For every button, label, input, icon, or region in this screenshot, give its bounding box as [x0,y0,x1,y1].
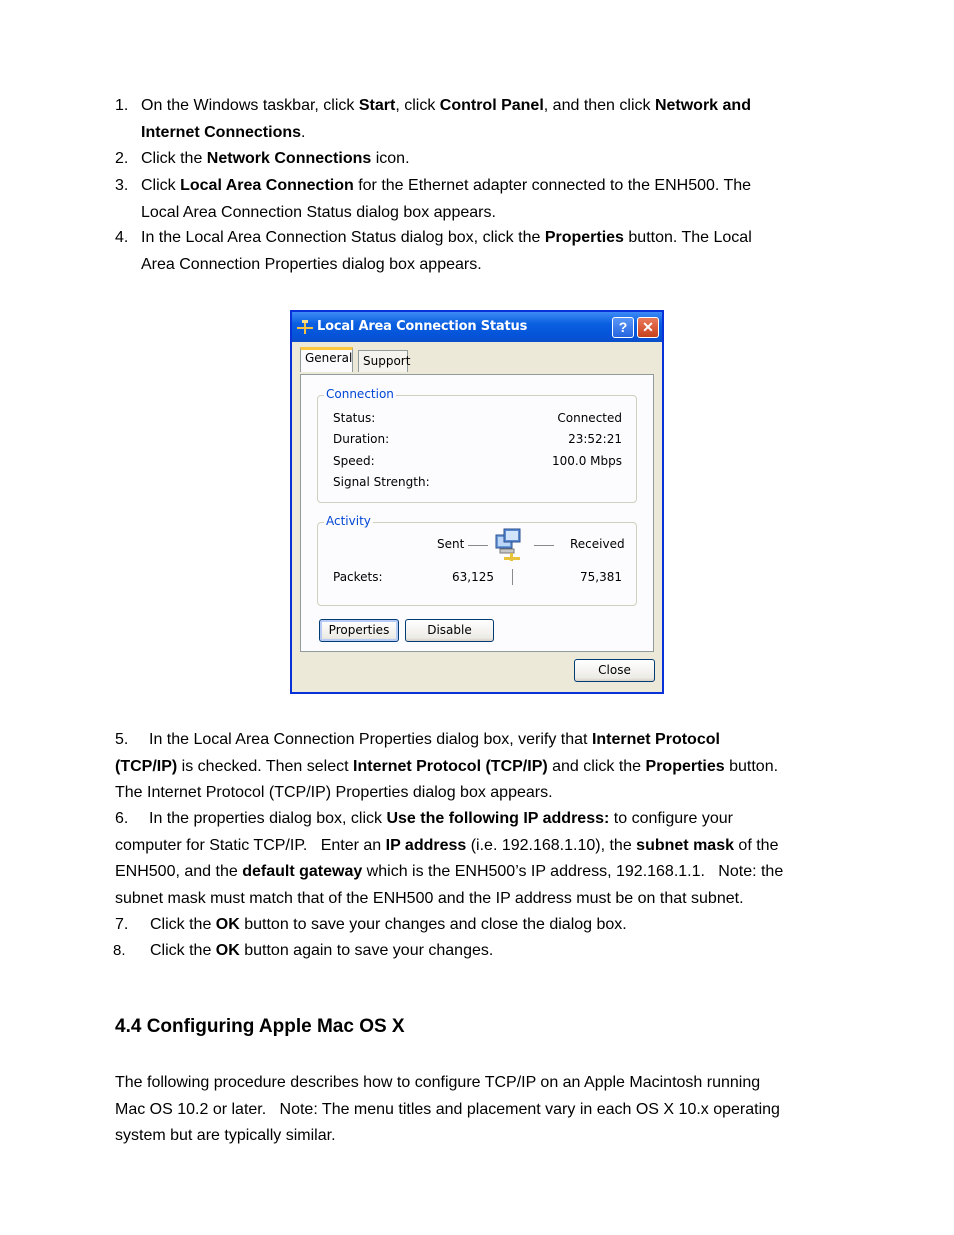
activity-group [317,514,637,606]
step-2-text: Click the Network Connections icon. [141,150,410,167]
close-button[interactable]: Close [574,659,655,682]
step-5-text: In the Local Area Connection Properties dialog box, verify that Internet Protocol (TCP/IP) is checked. Then select Internet Protocol (TCP/IP) and click the Properties button. The Internet Protocol (TCP/IP) Properties dialog box appears. [115,731,779,801]
step-number: 5. [115,731,129,748]
connection-group [317,387,637,503]
step-number: 2. [115,150,129,167]
step-number: 8. [113,942,126,959]
properties-button[interactable]: Properties [319,619,399,642]
duration-value: 23:52:21 [568,432,622,446]
close-icon[interactable]: ✕ [637,317,659,338]
step-number: 1. [115,97,129,114]
dialog-title: Local Area Connection Status [317,319,528,334]
step-number: 7. [115,916,129,933]
step-8-text: Click the OK button again to save your changes. [150,942,494,959]
packets-divider [512,569,513,585]
status-value: Connected [557,411,622,425]
activity-legend: Activity [326,514,371,528]
signal-strength-label: Signal Strength: [333,475,430,489]
speed-label: Speed: [333,454,375,468]
sent-line [468,545,488,546]
step-7-text: Click the OK button to save your changes and close the dialog box. [150,916,627,933]
step-number: 4. [115,229,129,246]
packets-received-value: 75,381 [580,570,622,584]
connection-legend: Connection [326,387,394,401]
tab-general[interactable]: General [300,347,353,372]
received-label: Received [570,537,625,551]
network-connection-icon [297,320,313,334]
help-button[interactable]: ? [612,317,634,338]
disable-button[interactable]: Disable [405,619,494,642]
step-number: 6. [115,810,129,827]
network-computers-icon [492,527,532,563]
received-line [534,545,554,546]
general-tab-panel [300,374,654,652]
packets-label: Packets: [333,570,383,584]
sent-label: Sent [437,537,465,551]
connection-status-dialog [290,310,664,694]
packets-sent-value: 63,125 [452,570,494,584]
status-label: Status: [333,411,376,425]
step-3-text: Click Local Area Connection for the Ethernet adapter connected to the ENH500. The Local Area Connection Status dialog box appears. [141,177,752,221]
dialog-title-bar[interactable] [292,312,662,342]
step-1-text: On the Windows taskbar, click Start, click Control Panel, and then click Network and Internet Connections. [141,97,751,141]
tab-support[interactable]: Support [358,350,408,372]
step-number: 3. [115,177,129,194]
section-body: The following procedure describes how to configure TCP/IP on an Apple Macintosh running Mac OS 10.2 or later. Note: The menu titles and placement vary in each OS X 10.x operating system but are typically similar. [115,1074,780,1144]
duration-label: Duration: [333,432,390,446]
step-4-text: In the Local Area Connection Status dialog box, click the Properties button. The Local Area Connection Properties dialog box appears. [141,229,752,273]
section-heading: 4.4 Configuring Apple Mac OS X [115,1016,405,1037]
speed-value: 100.0 Mbps [551,454,622,468]
step-6-text: In the properties dialog box, click Use the following IP address: to configure your computer for Static TCP/IP. Enter an IP address (i.e. 192.168.1.10), the subnet mask of the ENH500, and the default gateway which is the ENH500’s IP address, 192.168.1.1. Note: the subnet mask must match that of the ENH500 and the IP address must be on that subnet. [115,810,784,907]
